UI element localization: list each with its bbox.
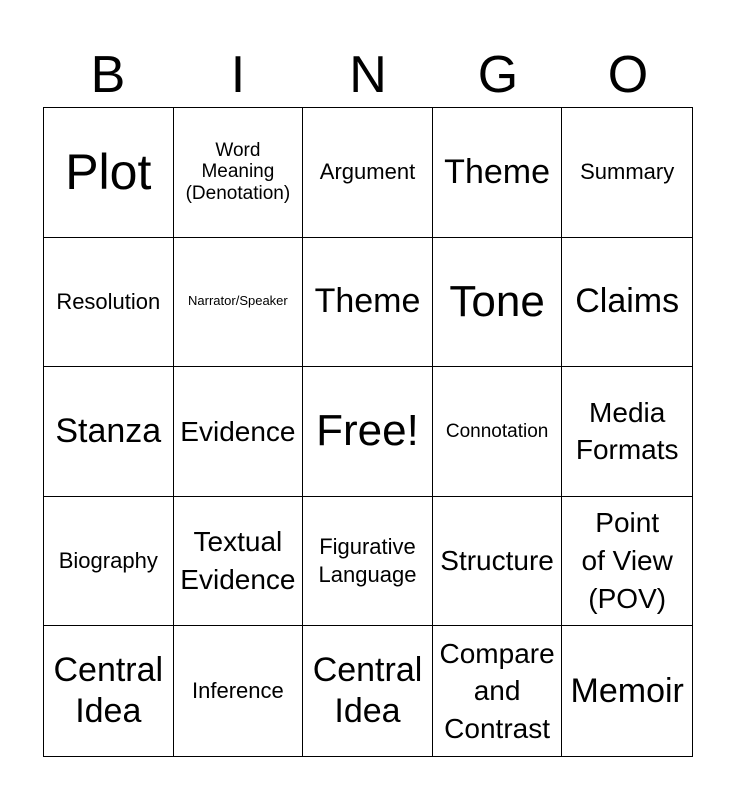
header-letter-i: I [230, 46, 246, 104]
bingo-cell[interactable]: Narrator/Speaker [174, 238, 304, 368]
bingo-cell[interactable]: Figurative Language [303, 497, 433, 627]
bingo-cell[interactable]: Compare and Contrast [433, 626, 563, 756]
bingo-cell[interactable]: Stanza [44, 367, 174, 497]
bingo-cell[interactable]: Biography [44, 497, 174, 627]
header-letter-g: G [477, 46, 519, 104]
free-space[interactable]: Free! [303, 367, 433, 497]
bingo-cell[interactable]: Structure [433, 497, 563, 627]
bingo-cell[interactable]: Claims [562, 238, 692, 368]
header-letter-b: B [90, 46, 126, 104]
bingo-cell[interactable]: Central Idea [44, 626, 174, 756]
bingo-cell[interactable]: Theme [303, 238, 433, 368]
bingo-cell[interactable]: Resolution [44, 238, 174, 368]
bingo-cell[interactable]: Memoir [570, 671, 684, 710]
bingo-cell[interactable]: Summary [562, 108, 692, 238]
bingo-cell[interactable]: Connotation [433, 367, 563, 497]
bingo-cell[interactable]: Theme [433, 108, 563, 238]
bingo-cell[interactable]: Central Idea [303, 626, 433, 756]
bingo-cell[interactable]: Argument [303, 108, 433, 238]
bingo-cell[interactable]: Inference [174, 626, 304, 756]
header-letter-o: O [607, 46, 649, 104]
bingo-cell[interactable]: Word Meaning (Denotation) [174, 108, 304, 238]
bingo-cell[interactable]: Evidence [174, 367, 304, 497]
header-letter-n: N [349, 46, 387, 104]
bingo-cell[interactable]: Point of View (POV) [562, 497, 692, 627]
bingo-cell[interactable]: Media Formats [562, 367, 692, 497]
bingo-header [43, 40, 693, 108]
bingo-cell[interactable]: Textual Evidence [174, 497, 304, 627]
bingo-board [43, 107, 693, 757]
bingo-cell[interactable]: Plot [44, 108, 174, 238]
bingo-cell[interactable]: Tone [433, 238, 563, 368]
